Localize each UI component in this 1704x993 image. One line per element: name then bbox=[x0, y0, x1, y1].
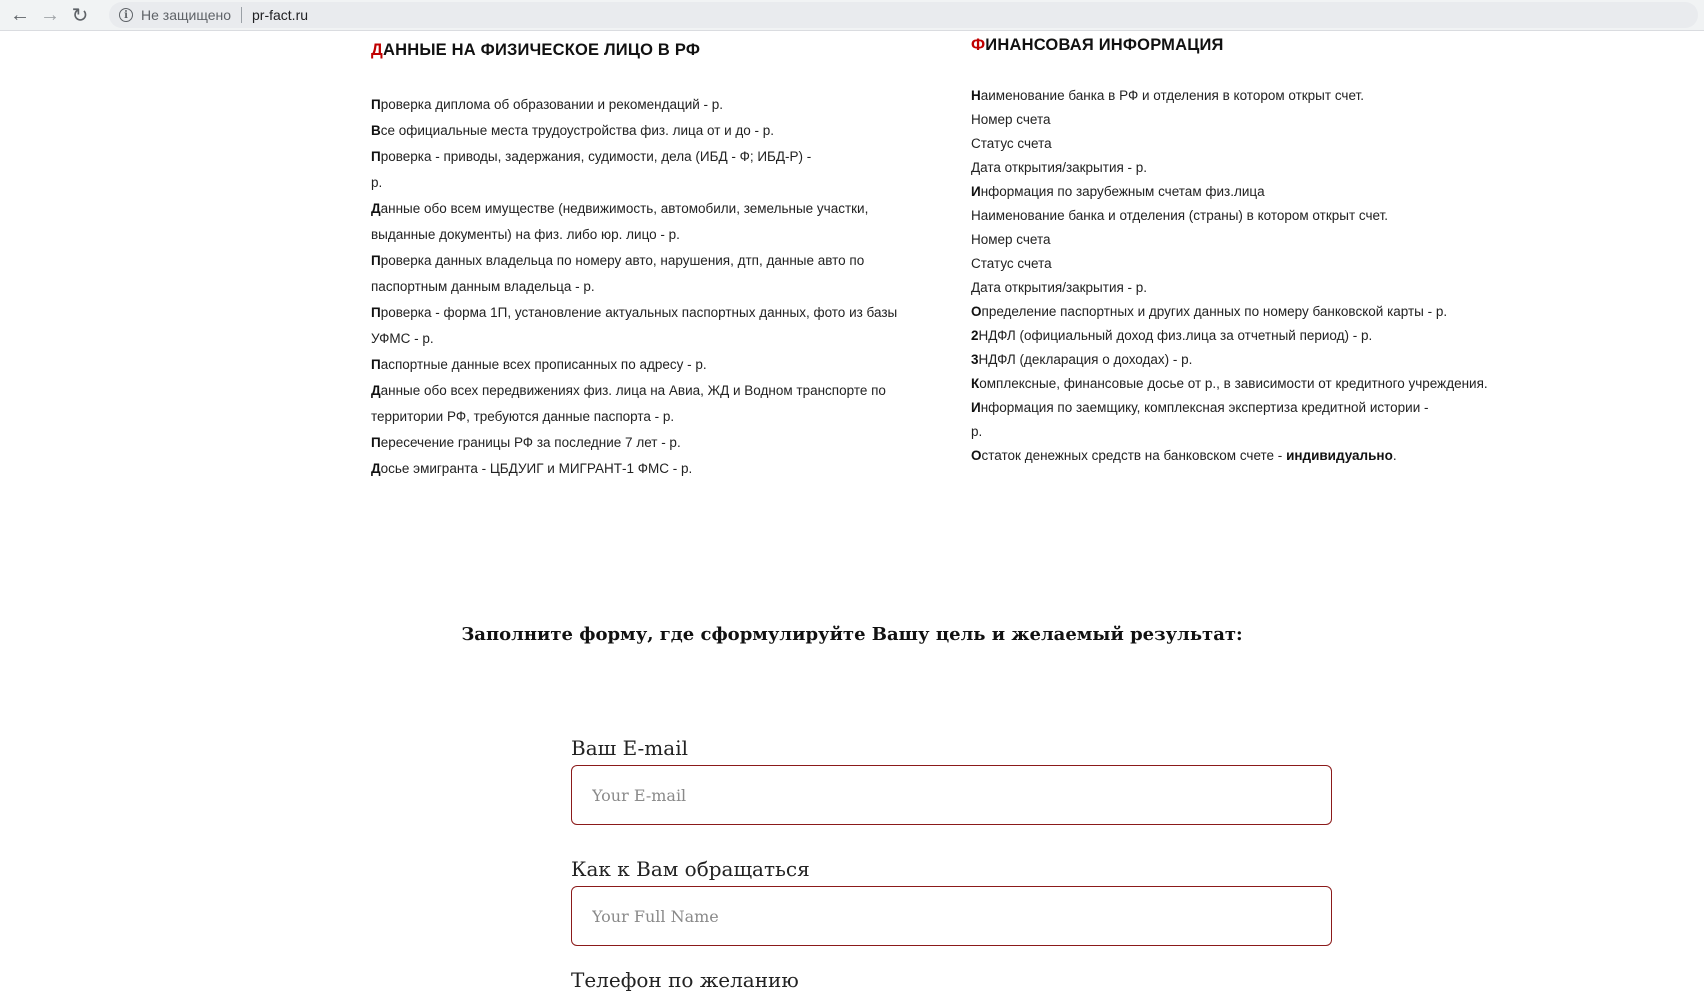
list-item: Определение паспортных и других данных по номеру банковской карты - р. bbox=[971, 304, 1448, 319]
list-item: паспортным данным владельца - р. bbox=[371, 279, 595, 294]
personal-data-section bbox=[371, 34, 931, 482]
list-item: Номер счета bbox=[971, 112, 1051, 127]
personal-data-list bbox=[371, 92, 931, 482]
list-item: Статус счета bbox=[971, 256, 1052, 271]
address-separator bbox=[241, 7, 242, 23]
list-item: Дата открытия/закрытия - р. bbox=[971, 280, 1148, 295]
list-item: 2НДФЛ (официальный доход физ.лица за отчетный период) - р. bbox=[971, 328, 1373, 343]
list-item: Паспортные данные всех прописанных по адресу - р. bbox=[371, 357, 707, 372]
financial-info-heading: ФИНАНСОВАЯ ИНФОРМАЦИЯ bbox=[971, 36, 1224, 54]
personal-data-heading: ДАННЫЕ НА ФИЗИЧЕСКОЕ ЛИЦО В РФ bbox=[371, 41, 701, 59]
list-item: Дата открытия/закрытия - р. bbox=[971, 160, 1148, 175]
list-item: Проверка - приводы, задержания, судимости, дела (ИБД - Ф; ИБД-Р) - bbox=[371, 149, 812, 164]
financial-info-list bbox=[971, 84, 1531, 444]
name-label: Как к Вам обращаться bbox=[571, 857, 810, 881]
list-item: УФМС - р. bbox=[371, 331, 434, 346]
list-item: Все официальные места трудоустройства физ. лица от и до - р. bbox=[371, 123, 775, 138]
list-item: Пересечение границы РФ за последние 7 лет - р. bbox=[371, 435, 681, 450]
list-item: Проверка данных владельца по номеру авто, нарушения, дтп, данные авто по bbox=[371, 253, 865, 268]
list-item: Данные обо всем имуществе (недвижимость, автомобили, земельные участки, bbox=[371, 201, 869, 216]
info-icon[interactable]: i bbox=[119, 8, 133, 22]
list-item: выданные документы) на физ. либо юр. лицо - р. bbox=[371, 227, 680, 242]
reload-icon[interactable]: ↻ bbox=[71, 4, 89, 27]
list-item: Информация по зарубежным счетам физ.лица bbox=[971, 184, 1265, 199]
list-item: Досье эмигранта - ЦБДУИГ и МИГРАНТ-1 ФМС - р. bbox=[371, 461, 693, 476]
list-item: р. bbox=[971, 424, 983, 439]
address-bar[interactable] bbox=[109, 2, 1698, 28]
phone-label: Телефон по желанию bbox=[571, 968, 799, 992]
list-item: 3НДФЛ (декларация о доходах) - р. bbox=[971, 352, 1193, 367]
list-item: р. bbox=[371, 175, 383, 190]
list-item: Наименование банка и отделения (страны) в котором открыт счет. bbox=[971, 208, 1389, 223]
security-status: Не защищено bbox=[141, 7, 231, 23]
list-item: Наименование банка в РФ и отделения в котором открыт счет. bbox=[971, 88, 1364, 103]
list-item: Информация по заемщику, комплексная экспертиза кредитной истории - bbox=[971, 400, 1429, 415]
form-title: Заполните форму, где сформулируйте Вашу цель и желаемый результат: bbox=[461, 624, 1243, 645]
list-item: Статус счета bbox=[971, 136, 1052, 151]
email-field[interactable] bbox=[571, 765, 1332, 825]
list-item: Комплексные, финансовые досье от р., в зависимости от кредитного учреждения. bbox=[971, 376, 1488, 391]
list-item: Данные обо всех передвижениях физ. лица на Авиа, ЖД и Водном транспорте по bbox=[371, 383, 886, 398]
list-item: Номер счета bbox=[971, 232, 1051, 247]
financial-info-section bbox=[971, 34, 1531, 468]
email-label: Ваш E-mail bbox=[571, 736, 688, 760]
list-item: Остаток денежных средств на банковском счете - индивидуально. bbox=[971, 448, 1397, 463]
forward-arrow-icon[interactable]: → bbox=[40, 3, 60, 26]
list-item: Проверка диплома об образовании и рекомендаций - р. bbox=[371, 97, 724, 112]
back-arrow-icon[interactable]: ← bbox=[10, 3, 30, 26]
list-item: Проверка - форма 1П, установление актуальных паспортных данных, фото из базы bbox=[371, 305, 898, 320]
name-field[interactable] bbox=[571, 886, 1332, 946]
url-text: pr-fact.ru bbox=[252, 7, 309, 23]
list-item: территории РФ, требуются данные паспорта - р. bbox=[371, 409, 675, 424]
browser-toolbar bbox=[0, 0, 1704, 31]
